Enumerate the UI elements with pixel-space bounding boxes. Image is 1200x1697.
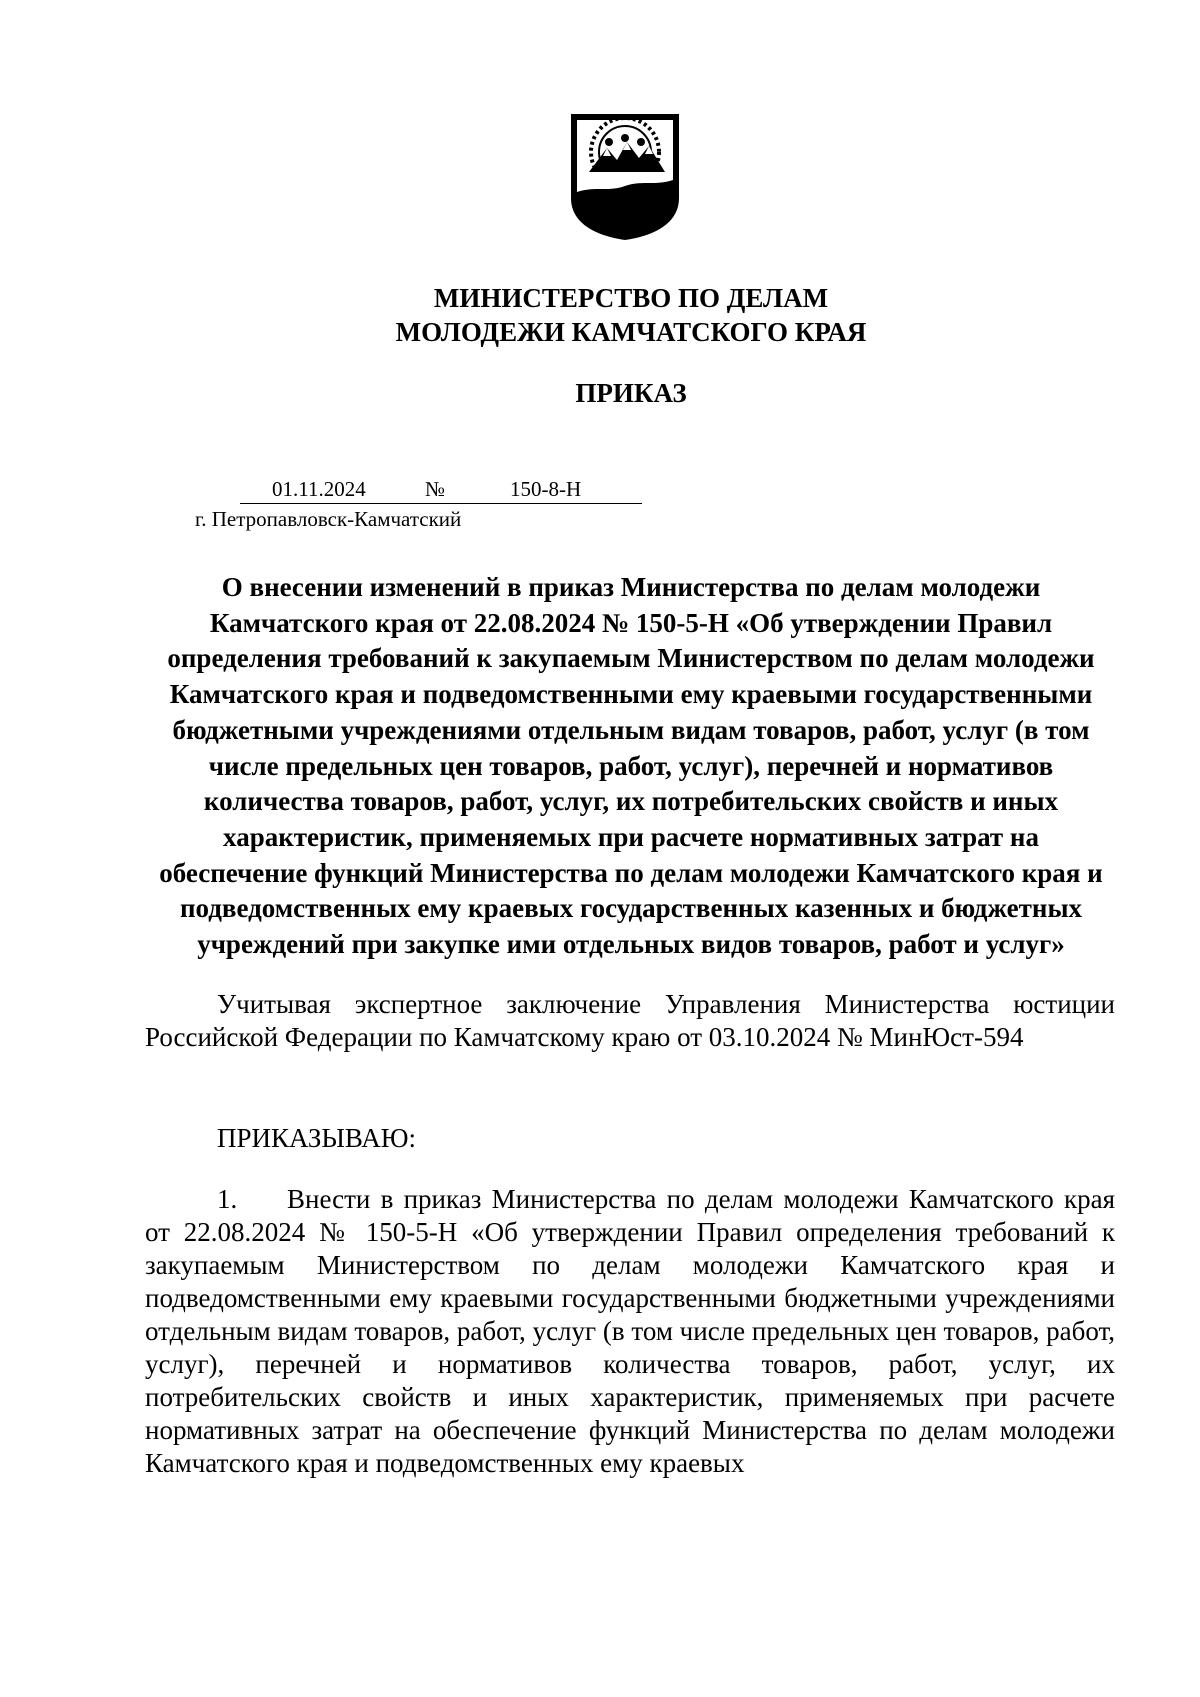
- document-subject: О внесении изменений в приказ Министерства по делам молодежи Камчатского края от 22.08.2024 № 150-5-Н «Об утверждении Правил определения требований к закупаемым Министерством по делам молодежи Камчатского края и подведомственными ему краевыми государственными бюджетными учреждениями отдельным видам товаров, работ, услуг (в том числе предельных цен товаров, работ, услуг), перечней и нормативов количества товаров, работ, услуг, их потребительских свойств и иных характеристик, применяемых при расчете нормативных затрат на обеспечение функций Министерства по делам молодежи Камчатского края и подведомственных ему краевых государственных казенных и бюджетных учреждений при закупке ими отдельных видов товаров, работ и услуг»: [159, 572, 1103, 960]
- document-date: 01.11.2024: [272, 477, 366, 501]
- item-1-number: 1.: [217, 1184, 238, 1214]
- coat-of-arms-emblem: [569, 112, 681, 242]
- preamble-paragraph: Учитывая экспертное заключение Управления Министерства юстиции Российской Федерации по Камчатскому краю от 03.10.2024 № МинЮст-594: [145, 989, 1115, 1052]
- decree-word: ПРИКАЗЫВАЮ:: [217, 1123, 416, 1153]
- document-type-title: ПРИКАЗ: [575, 378, 687, 408]
- item-1-paragraph: [145, 1183, 1115, 1480]
- document-number: 150-8-Н: [510, 477, 582, 501]
- number-sign: №: [425, 477, 446, 501]
- city-name: г. Петропавловск-Камчатский: [195, 507, 462, 531]
- item-1-text: Внести в приказ Министерства по делам молодежи Камчатского края от 22.08.2024 № 150-5-Н «Об утверждении Правил определения требований к закупаемым Министерством по делам молодежи Камчатского края и подведомственными ему краевыми государственными бюджетными учреждениями отдельным видам товаров, работ, услуг (в том числе предельных цен товаров, работ, услуг), перечней и нормативов количества товаров, работ, услуг, их потребительских свойств и иных характеристик, применяемых при расчете нормативных затрат на обеспечение функций Министерства по делам молодежи Камчатского края и подведомственных ему краевых: [145, 1184, 1115, 1478]
- ministry-name-line1: МИНИСТЕРСТВО ПО ДЕЛАМ: [433, 283, 829, 313]
- date-number-line: [240, 475, 642, 504]
- ministry-name-line2: МОЛОДЕЖИ КАМЧАТСКОГО КРАЯ: [395, 317, 867, 347]
